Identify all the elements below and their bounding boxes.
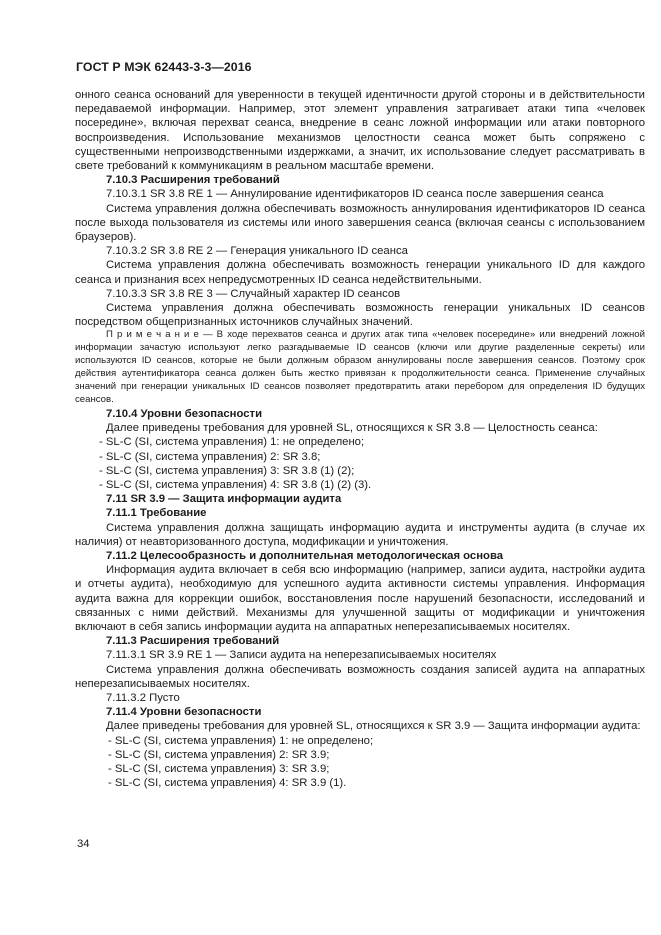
clause-7-10-3-1-body: Система управления должна обеспечивать возможность аннулирования идентификаторов ID сеанса после выхода пользователя из системы или иного завершения сеанса (включая сеансы с использованием браузеров). <box>75 202 645 244</box>
list-item: - SL-C (SI, система управления) 4: SR 3.9 (1). <box>108 777 347 790</box>
clause-7-10-3-3-body: Система управления должна обеспечивать возможность генерации уникальных ID сеансов посредством общепризнанных источников случайных значений. <box>75 302 645 329</box>
clause-7-10-3-1-title: 7.10.3.1 SR 3.8 RE 1 — Аннулирование идентификаторов ID сеанса после завершения сеанса <box>106 188 604 201</box>
clause-7-10-4-intro: Далее приведены требования для уровней SL, относящихся к SR 3.8 — Целостность сеанса: <box>106 422 598 435</box>
clause-7-10-3-2-body: Система управления должна обеспечивать возможность генерации уникального ID для каждого сеанса и признания всех непредусмотренных ID сеанса недействительными. <box>75 259 645 286</box>
clause-7-10-3-3-title: 7.10.3.3 SR 3.8 RE 3 — Случайный характер ID сеансов <box>106 287 401 300</box>
page-number: 34 <box>77 838 90 850</box>
clause-7-11-2-body: Информация аудита включает в себя всю информацию (например, записи аудита, настройки аудита и отчеты аудита), необходимую для успешного аудита активности системы управления. Информация аудита важна для коррекции ошибок, восстановления после нарушений безопасности, исследований и связанных с ними действий. Механизмы для улучшенной защиты от модификации и уничтожения включают в себя запись информации аудита на аппаратных неперезаписываемых носителях. <box>75 564 645 633</box>
running-header-gost-number: ГОСТ Р МЭК 62443-3-3—2016 <box>76 60 252 74</box>
heading-7-11-3: 7.11.3 Расширения требований <box>106 635 280 648</box>
heading-7-10-3: 7.10.3 Расширения требований <box>106 174 280 187</box>
list-item: - SL-C (SI, система управления) 2: SR 3.9; <box>108 748 330 761</box>
heading-7-11-4: 7.11.4 Уровни безопасности <box>106 706 262 719</box>
heading-7-10-4: 7.10.4 Уровни безопасности <box>106 407 263 420</box>
list-item: - SL-C (SI, система управления) 1: не определено; <box>108 734 374 747</box>
clause-7-10-3-2-title: 7.10.3.2 SR 3.8 RE 2 — Генерация уникального ID сеанса <box>106 245 408 258</box>
heading-7-11: 7.11 SR 3.9 — Защита информации аудита <box>106 493 342 506</box>
clause-7-11-1-body: Система управления должна защищать информацию аудита и инструменты аудита (в случае их наличия) от неавторизованного доступа, модификации и уничтожения. <box>75 521 645 548</box>
sl-levels-list-sr39 <box>75 734 645 791</box>
list-item: - SL-C (SI, система управления) 3: SR 3.9; <box>108 762 330 775</box>
paragraph-session-integrity-continuation: онного сеанса оснований для уверенности в текущей идентичности другой стороны и в действительности передаваемой информации. Например, этот элемент управления затрагивает атаки типа «человек посередине», включая перехват сеанса, внедрение в сеанс ложной информации или атаки повторного воспроизведения. Использование механизмов целостности сеанса может быть сопряжено с существенными непроизводственными издержками, а значит, их использование следует рассматривать в свете требований к коммуникациям в реальном масштабе времени. <box>75 89 645 173</box>
clause-7-11-3-1-title: 7.11.3.1 SR 3.9 RE 1 — Записи аудита на неперезаписываемых носителях <box>106 649 497 662</box>
list-item: - SL-C (SI, система управления) 2: SR 3.8; <box>99 450 321 463</box>
list-item: - SL-C (SI, система управления) 4: SR 3.8 (1) (2) (3). <box>99 478 372 491</box>
note-session-id: П р и м е ч а н и е — В ходе перехватов сеанса и других атак типа «человек посередине» или внедрений ложной информации зачастую используют легко разгадываемые ID сеансов (ключи или другие разделенные секреты) или используются ID сеансов, которые не были должным образом аннулированы после завершения сеансов. Поэтому срок действия аутентификатора сеанса должен быть жестко привязан к продолжительности сеанса. Применение случайных значений при генерации уникальных ID сеансов позволяет предотвратить атаки перебором для определения ID будущих сеансов. <box>75 329 645 405</box>
sl-levels-list-sr38 <box>75 435 645 492</box>
heading-7-11-1: 7.11.1 Требование <box>106 507 207 520</box>
list-item: - SL-C (SI, система управления) 1: не определено; <box>99 436 365 449</box>
heading-7-11-2: 7.11.2 Целесообразность и дополнительная методологическая основа <box>106 549 504 562</box>
page-content <box>75 88 645 790</box>
clause-7-11-3-1-body: Система управления должна обеспечивать возможность создания записей аудита на аппаратных неперезаписываемых носителях. <box>75 663 645 690</box>
list-item: - SL-C (SI, система управления) 3: SR 3.8 (1) (2); <box>99 464 355 477</box>
clause-7-11-3-2-empty: 7.11.3.2 Пусто <box>106 691 180 704</box>
clause-7-11-4-intro: Далее приведены требования для уровней SL, относящихся к SR 3.9 — Защита информации аудита: <box>106 720 641 733</box>
